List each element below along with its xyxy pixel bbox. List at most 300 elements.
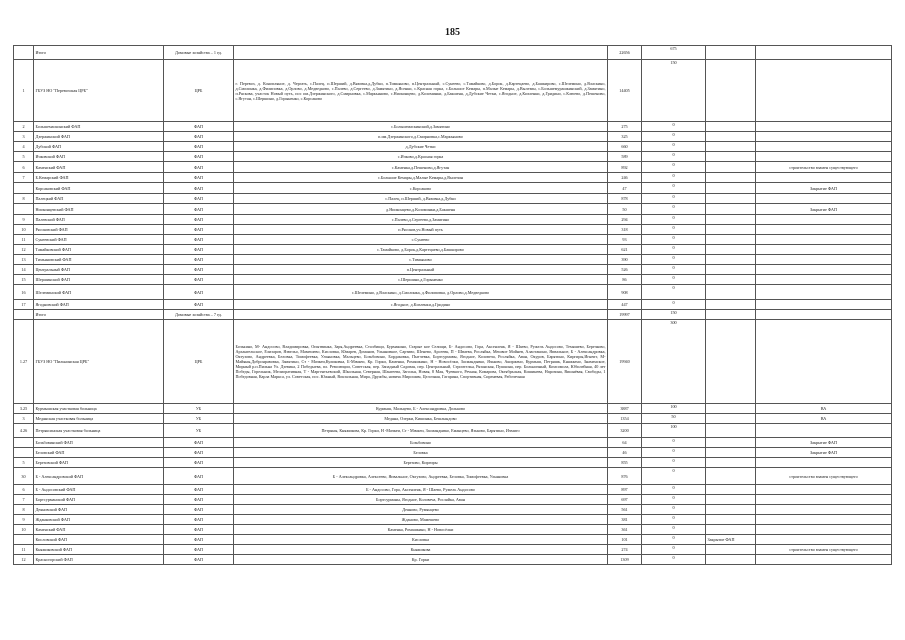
note-cell — [756, 122, 892, 132]
note-cell — [756, 495, 892, 505]
facility-type-cell: ФАП — [164, 505, 234, 515]
table-row — [14, 132, 892, 142]
population-cell: 561 — [608, 505, 642, 515]
beds-cell: 0 — [642, 438, 706, 448]
extra-column-cell — [706, 162, 756, 173]
facility-name-cell: Ряссковский ФАП — [34, 225, 164, 235]
note-cell — [756, 46, 892, 60]
facility-type-cell: ФАП — [164, 142, 234, 152]
population-cell: 50 — [608, 204, 642, 215]
service-area-cell: Жданово, Мамешево — [234, 515, 608, 525]
extra-column-cell — [706, 225, 756, 235]
population-cell: 697 — [608, 495, 642, 505]
service-area-cell: с.Большие Кемары,д.Малые Кемары,д.Вылезин — [234, 173, 608, 183]
facility-type-cell: ЦРБ — [164, 60, 234, 122]
service-area-cell: Бортсурманы, Ягодное, Коловеча, Росляйка, Аван — [234, 495, 608, 505]
population-cell: 878 — [608, 194, 642, 204]
note-cell: Закрытие ФАП — [756, 183, 892, 194]
facility-type-cell: ФАП — [164, 285, 234, 300]
service-area-cell: д.Дубские Четки — [234, 142, 608, 152]
extra-column-cell — [706, 458, 756, 468]
note-cell — [756, 225, 892, 235]
beds-cell: 0 — [642, 265, 706, 275]
extra-column-cell — [706, 60, 756, 122]
population-cell: 86 — [608, 275, 642, 285]
row-number-cell: 6 — [14, 485, 34, 495]
facility-type-cell: ФАП — [164, 255, 234, 265]
beds-cell: 150 — [642, 310, 706, 320]
table-row — [14, 404, 892, 414]
facility-name-cell: Ичковский ФАП — [34, 152, 164, 162]
beds-cell: 0 — [642, 152, 706, 162]
beds-cell: 0 — [642, 235, 706, 245]
row-number-cell: 5 — [14, 458, 34, 468]
extra-column-cell — [706, 215, 756, 225]
note-cell — [756, 320, 892, 404]
facility-name-cell: Бортсурманский ФАП — [34, 495, 164, 505]
facility-name-cell: Ниоконцевский ФАП — [34, 204, 164, 215]
population-cell: 908 — [608, 285, 642, 300]
note-cell — [756, 535, 892, 545]
facility-name-cell: Б - Александровский ФАП — [34, 468, 164, 485]
note-cell: строительство взамен существующего — [756, 545, 892, 555]
table-row — [14, 255, 892, 265]
population-cell: 589 — [608, 152, 642, 162]
population-cell: 325 — [608, 132, 642, 142]
service-area-cell: Б - Андосово, Гора, Аксенлеяк, Я - Шаево, Ружель Андосово — [234, 485, 608, 495]
note-cell: Закрытие ФАП — [756, 448, 892, 458]
service-area-cell — [234, 46, 608, 60]
beds-cell: 675 — [642, 46, 706, 60]
row-number-cell: 12 — [14, 245, 34, 255]
note-cell — [756, 132, 892, 142]
facility-type-cell: Домовые хозяйства – 7 ед. — [164, 310, 234, 320]
service-area-cell: с.Каменка,д.Пешеново,д.Ягутан — [234, 162, 608, 173]
table-row — [14, 245, 892, 255]
row-number-cell: 8 — [14, 505, 34, 515]
table-row — [14, 46, 892, 60]
row-number-cell — [14, 183, 34, 194]
extra-column-cell — [706, 555, 756, 565]
facility-type-cell: Домовые хозяйства – 1 ед. — [164, 46, 234, 60]
beds-cell: 100 — [642, 424, 706, 438]
extra-column-cell — [706, 300, 756, 310]
beds-cell: 0 — [642, 468, 706, 485]
facility-type-cell: ФАП — [164, 173, 234, 183]
note-cell — [756, 152, 892, 162]
population-cell: 621 — [608, 245, 642, 255]
beds-cell: 0 — [642, 183, 706, 194]
table-row — [14, 122, 892, 132]
extra-column-cell — [706, 545, 756, 555]
population-cell: 447 — [608, 300, 642, 310]
facility-name-cell: ГБУЗ НО "Пильнинская ЦРБ" — [34, 320, 164, 404]
population-cell: 3200 — [608, 424, 642, 438]
table-row — [14, 265, 892, 275]
facility-name-cell: Дзержинский ФАП — [34, 132, 164, 142]
table-row — [14, 438, 892, 448]
facility-type-cell: ФАП — [164, 275, 234, 285]
facility-type-cell: ФАП — [164, 265, 234, 275]
facility-type-cell: ФАП — [164, 245, 234, 255]
row-number-cell: 7 — [14, 173, 34, 183]
extra-column-cell — [706, 320, 756, 404]
facility-name-cell: Кисловский ФАП — [34, 535, 164, 545]
beds-cell: 0 — [642, 173, 706, 183]
beds-cell: 50 — [642, 414, 706, 424]
facility-name-cell: Корсаковский ФАП — [34, 183, 164, 194]
service-area-cell: Бозькино, М- Андосово, Владимировка, Опытвинка, Заря,Андреевка, Столбищи, Бурмакино, Старые кое Селищи, Б- Андосово, Гора, Аксенлеяк, Я - Шаево, Ружель Андосово, Темяшево, Березково, Архангельское, Елизаров, Язвельо, Мамешево, Кисловка, Юмарев, Доманов, Ульяновкое, Сартиво, Шенево, Арсеевк, П - Шваева, Росляйка, Мешвое Мойнев, Алаотакино, Япвальное, Б - Александровка, Октузово, Андреевка, Беловка, Тимофеевка, Ульяновка, Мальцево, Бозьбовино, Бордаковка, Пытчевка, Бортсурмавы, Ягодное, Коловеча, Росляйка, Аван, Окуров, Барятино, Киргиры,Игнеит, М- Майяны,Добронравовка, Замятино, Ст - Мачкеи,Куликовка, Б-Мачкеи, Кр. Горки, Каменка, Ромашкино, Н - Новосёлки, Засмандывко, Язьково, Акиржено, Курмыш, Петряшк, Княжкено, Знаменское, Мирный р.п.Пильна Ул. Дзевика, 2 Победыева, пл. Революции, Советская, пер. Западный Садовая, пер. Центральный, Строительн, Рязанская, Пушкина, пер. Больничный, Комсомола, Юбилейная, 40 лет Победы, Горельник, Мелиоративная, Т - Маргентьевский, Школьная, Северная, Шангеева, Заголья, Новая, 8 Мая, Чуевкого, Речная, Комарова, Октябрьская, Кишинева, Нарозина, Вишнёвая, Свободы, 1 Победовная, Карла Маркса, ул. Советская, пос. Южный, Вокзальная, Мира, Дружбы, новичь Мирошим, Целочная, Гагарина, Спортивная, Сиреневая, Рабочечная — [234, 320, 608, 404]
service-area-cell: Б - Александровка, Алексеево, Япвальное, Октузово, Андреевка, Беловка, Тимофеевка, Ульяновка — [234, 468, 608, 485]
service-area-cell: с.Шелемино, д.Власкино, д.Смолинка, д.Филиповка, д.Орлово,д.Медведково — [234, 285, 608, 300]
row-number-cell: 11 — [14, 235, 34, 245]
extra-column-cell — [706, 152, 756, 162]
facility-type-cell: ФАП — [164, 485, 234, 495]
note-cell — [756, 310, 892, 320]
facility-type-cell: ФАП — [164, 132, 234, 142]
population-cell: 47 — [608, 183, 642, 194]
table-row — [14, 183, 892, 194]
population-cell: 390 — [608, 255, 642, 265]
extra-column-cell — [706, 495, 756, 505]
facility-name-cell: Красногорский ФАП — [34, 555, 164, 565]
row-number-cell — [14, 204, 34, 215]
note-cell — [756, 60, 892, 122]
facility-name-cell: Медянская участковая больница — [34, 414, 164, 424]
beds-cell: 0 — [642, 142, 706, 152]
service-area-cell: Кисловка — [234, 535, 608, 545]
row-number-cell — [14, 438, 34, 448]
facility-name-cell: Тамайковский ФАП — [34, 245, 164, 255]
beds-cell: 0 — [642, 162, 706, 173]
extra-column-cell — [706, 310, 756, 320]
note-cell: ВА — [756, 404, 892, 414]
service-area-cell: с.Тимьяново — [234, 255, 608, 265]
row-number-cell: 4 — [14, 142, 34, 152]
beds-cell: 100 — [642, 404, 706, 414]
facility-name-cell: Жданковский ФАП — [34, 515, 164, 525]
service-area-cell: Петряны, Княжикова, Кр. Горки, Н -Мачкеи, Ст - Мачкеи, Засмандывко, Еманцево, Язьково, Барятино, Ичмиго — [234, 424, 608, 438]
note-cell — [756, 300, 892, 310]
table-row — [14, 545, 892, 555]
table-row — [14, 424, 892, 438]
table-row — [14, 310, 892, 320]
service-area-cell: п.Центральный — [234, 265, 608, 275]
facility-name-cell: Б - Андосовский ФАП — [34, 485, 164, 495]
note-cell — [756, 424, 892, 438]
facility-name-cell: Итого — [34, 46, 164, 60]
facility-type-cell: ФАП — [164, 194, 234, 204]
beds-cell: 0 — [642, 245, 706, 255]
facility-name-cell: Большемаскинский ФАП — [34, 122, 164, 132]
population-cell: 1354 — [608, 414, 642, 424]
extra-column-cell — [706, 194, 756, 204]
note-cell: строительство взамен существующего — [756, 468, 892, 485]
beds-cell: 0 — [642, 215, 706, 225]
row-number-cell: 14 — [14, 265, 34, 275]
population-cell: 275 — [608, 122, 642, 132]
row-number-cell: 3.25 — [14, 404, 34, 414]
table-row — [14, 300, 892, 310]
table-row — [14, 485, 892, 495]
row-number-cell: 5 — [14, 152, 34, 162]
extra-column-cell — [706, 525, 756, 535]
population-cell: 246 — [608, 173, 642, 183]
extra-column-cell — [706, 438, 756, 448]
facility-name-cell: Бозьбовинский ФАП — [34, 438, 164, 448]
row-number-cell — [14, 46, 34, 60]
service-area-cell: д.Ниоконцево,д.Коломинки,д.Бакшеня — [234, 204, 608, 215]
service-area-cell: Медяна, Озерки, Кишинка, Бешлындово — [234, 414, 608, 424]
facility-name-cell: Княжиковский ФАП — [34, 545, 164, 555]
facility-type-cell: ФАП — [164, 458, 234, 468]
row-number-cell: 1.27 — [14, 320, 34, 404]
extra-column-cell — [706, 414, 756, 424]
table-row — [14, 468, 892, 485]
extra-column-cell — [706, 132, 756, 142]
service-area-cell: с.Тамайково, д.Борок,д.Картецаево,д.Башкирово — [234, 245, 608, 255]
table-row — [14, 505, 892, 515]
facility-name-cell: Шершинский ФАП — [34, 275, 164, 285]
table-row — [14, 142, 892, 152]
table-row — [14, 458, 892, 468]
facility-type-cell: ФАП — [164, 183, 234, 194]
note-cell — [756, 485, 892, 495]
note-cell — [756, 173, 892, 183]
table-row — [14, 162, 892, 173]
facility-name-cell: Шелеминский ФАП — [34, 285, 164, 300]
population-cell: 660 — [608, 142, 642, 152]
service-area-cell: Кр. Горки — [234, 555, 608, 565]
beds-cell: 0 — [642, 132, 706, 142]
row-number-cell: 4.26 — [14, 424, 34, 438]
row-number-cell: 10 — [14, 525, 34, 535]
note-cell — [756, 458, 892, 468]
beds-cell: 0 — [642, 525, 706, 535]
note-cell — [756, 515, 892, 525]
beds-cell: 150 — [642, 60, 706, 122]
row-number-cell: 15 — [14, 275, 34, 285]
row-number-cell: 11 — [14, 545, 34, 555]
population-cell: 892 — [608, 162, 642, 173]
extra-column-cell — [706, 448, 756, 458]
row-number-cell: 1 — [14, 60, 34, 122]
beds-cell: 0 — [642, 194, 706, 204]
facility-type-cell: ФАП — [164, 215, 234, 225]
table-row — [14, 225, 892, 235]
note-cell — [756, 265, 892, 275]
note-cell — [756, 142, 892, 152]
row-number-cell: 30 — [14, 468, 34, 485]
facility-type-cell: ФАП — [164, 300, 234, 310]
service-area-cell: г. Перевоз, д. Конопляное, д. Чергать, с.Палец, п.Шерший, д.Вязовка,д.Дубки, п.Тимьяново, п.Центральный, с.Сунеево, с.Тамайково, д.Борок, д.Картецаево, д.Башкирово, с.Шелемино, д.Власкино, д.Смолинка, д.Филиповка, д.Орлово, д.Медведково, с.Палево, д.Сергеево, д.Замятино, д.Ясенки, с.Красная горка, с.Большое Кемары, п.Малые Кемары, д.Вылезин, с.Большемурашкинский, д.Замятино, п.Ряскова, участок Новый путь, пос им.Дзержинского, д.Смирновка, с.Маркьяново, с.Ниоконцево, д.Коломинки, д.Бакшеня, д.Дубские Четки, с.Ягодное, д.Кизленки, д.Гридино, с.Клюево, д.Пешеново, с.Ягутан, с.Шершино, д.Горыненко, с.Корсаково — [234, 60, 608, 122]
facility-name-cell: Березовский ФАП — [34, 458, 164, 468]
extra-column-cell — [706, 245, 756, 255]
note-cell — [756, 245, 892, 255]
table-row — [14, 495, 892, 505]
service-area-cell: п.им.Дзержинского,д.Смирновка,с.Маркьяново — [234, 132, 608, 142]
row-number-cell: 16 — [14, 285, 34, 300]
service-area-cell: п.Ряссков,уч.Новый путь — [234, 225, 608, 235]
extra-column-cell — [706, 122, 756, 132]
facility-name-cell: Каменский ФАП — [34, 162, 164, 173]
note-cell: Закрытие ФАП — [756, 204, 892, 215]
note-cell — [756, 555, 892, 565]
extra-column-cell — [706, 515, 756, 525]
extra-column-cell — [706, 204, 756, 215]
extra-column-cell: Закрытие ФАП — [706, 535, 756, 545]
row-number-cell: 12 — [14, 555, 34, 565]
facility-name-cell: Дубский ФАП — [34, 142, 164, 152]
facility-type-cell: УБ — [164, 404, 234, 414]
service-area-cell: с.Корсаково — [234, 183, 608, 194]
table-row — [14, 275, 892, 285]
population-cell: 64 — [608, 438, 642, 448]
facility-name-cell: Итого — [34, 310, 164, 320]
table-row — [14, 173, 892, 183]
service-area-cell: с.Палево,д.Сергеево,д.Замятино — [234, 215, 608, 225]
extra-column-cell — [706, 173, 756, 183]
row-number-cell: 7 — [14, 495, 34, 505]
beds-cell: 0 — [642, 285, 706, 300]
service-area-cell: Беловка — [234, 448, 608, 458]
extra-column-cell — [706, 142, 756, 152]
row-number-cell — [14, 310, 34, 320]
table-row — [14, 152, 892, 162]
facility-type-cell: ФАП — [164, 152, 234, 162]
service-area-cell: с.Ягодное, д.Кизленки,д.Гридино — [234, 300, 608, 310]
service-area-cell: Курмыш, Мальцево, Б - Александровка, Дольково — [234, 404, 608, 414]
service-area-cell: с.Шершино,д.Горыненко — [234, 275, 608, 285]
facility-type-cell: ФАП — [164, 525, 234, 535]
facility-type-cell: УБ — [164, 414, 234, 424]
service-area-cell: с.Сунеево — [234, 235, 608, 245]
facility-type-cell: ФАП — [164, 468, 234, 485]
facility-name-cell: Каменский ФАП — [34, 525, 164, 535]
service-area-cell: с.Палец, п.Шерший, д.Вязовка,д.Дубки — [234, 194, 608, 204]
facility-name-cell: Палевский ФАП — [34, 215, 164, 225]
facility-type-cell: ФАП — [164, 235, 234, 245]
service-area-cell: Каменка, Ромашкино, Н - Новосёлки — [234, 525, 608, 535]
population-cell: 855 — [608, 458, 642, 468]
facility-type-cell: УБ — [164, 424, 234, 438]
beds-cell: 0 — [642, 545, 706, 555]
row-number-cell: 3 — [14, 414, 34, 424]
table-row — [14, 535, 892, 545]
extra-column-cell — [706, 468, 756, 485]
facility-name-cell: Тимьяновский ФАП — [34, 255, 164, 265]
facility-type-cell: ФАП — [164, 204, 234, 215]
row-number-cell: 8 — [14, 194, 34, 204]
row-number-cell: 9 — [14, 215, 34, 225]
page-number: 185 — [445, 27, 460, 38]
facility-name-cell: Центральный ФАП — [34, 265, 164, 275]
facilities-table — [13, 45, 892, 565]
population-cell: 14405 — [608, 60, 642, 122]
row-number-cell: 17 — [14, 300, 34, 310]
population-cell: 19997 — [608, 310, 642, 320]
note-cell — [756, 505, 892, 515]
table-row — [14, 194, 892, 204]
facility-name-cell: Петряксинская участковая больница — [34, 424, 164, 438]
facility-name-cell: Ягодновский ФАП — [34, 300, 164, 310]
extra-column-cell — [706, 485, 756, 495]
table-row — [14, 235, 892, 245]
note-cell: строительство взамен существующего — [756, 162, 892, 173]
table-row — [14, 204, 892, 215]
table-row — [14, 60, 892, 122]
table-row — [14, 555, 892, 565]
beds-cell: 0 — [642, 255, 706, 265]
row-number-cell — [14, 448, 34, 458]
beds-cell: 0 — [642, 515, 706, 525]
service-area-cell: с.Ичково,д.Красная горка — [234, 152, 608, 162]
row-number-cell: 10 — [14, 225, 34, 235]
beds-cell: 0 — [642, 300, 706, 310]
table-row — [14, 414, 892, 424]
service-area-cell: Княжикова — [234, 545, 608, 555]
facility-name-cell: Деяновский ФАП — [34, 505, 164, 515]
facility-type-cell: ФАП — [164, 438, 234, 448]
population-cell: 361 — [608, 525, 642, 535]
population-cell: 526 — [608, 265, 642, 275]
population-cell: 274 — [608, 545, 642, 555]
population-cell: 294 — [608, 215, 642, 225]
facility-name-cell: ГБУЗ НО "Перевозская ЦРБ" — [34, 60, 164, 122]
beds-cell: 0 — [642, 458, 706, 468]
extra-column-cell — [706, 183, 756, 194]
beds-cell: 0 — [642, 448, 706, 458]
note-cell — [756, 235, 892, 245]
population-cell: 3887 — [608, 404, 642, 414]
population-cell: 46 — [608, 448, 642, 458]
population-cell: 876 — [608, 468, 642, 485]
note-cell — [756, 275, 892, 285]
table-row — [14, 515, 892, 525]
service-area-cell: Деяново, Румянцево — [234, 505, 608, 515]
row-number-cell: 13 — [14, 255, 34, 265]
population-cell: 381 — [608, 515, 642, 525]
note-cell — [756, 194, 892, 204]
note-cell — [756, 285, 892, 300]
facility-type-cell: ФАП — [164, 535, 234, 545]
row-number-cell: 9 — [14, 515, 34, 525]
facility-type-cell: ФАП — [164, 545, 234, 555]
table-row — [14, 215, 892, 225]
facility-type-cell: ФАП — [164, 555, 234, 565]
note-cell: Закрытие ФАП — [756, 438, 892, 448]
facility-type-cell: ФАП — [164, 225, 234, 235]
extra-column-cell — [706, 505, 756, 515]
beds-cell: 0 — [642, 505, 706, 515]
population-cell: 22656 — [608, 46, 642, 60]
service-area-cell: с.Большемаскинский,д.Замятино — [234, 122, 608, 132]
note-cell: ВА — [756, 414, 892, 424]
row-number-cell: 3 — [14, 132, 34, 142]
facility-name-cell: Палецкий ФАП — [34, 194, 164, 204]
note-cell — [756, 255, 892, 265]
beds-cell: 0 — [642, 495, 706, 505]
beds-cell: 300 — [642, 320, 706, 404]
facility-type-cell: ФАП — [164, 515, 234, 525]
service-area-cell — [234, 310, 608, 320]
facility-name-cell: Беловский ФАП — [34, 448, 164, 458]
extra-column-cell — [706, 404, 756, 414]
extra-column-cell — [706, 285, 756, 300]
note-cell — [756, 525, 892, 535]
facility-name-cell: Б.Кемарский ФАП — [34, 173, 164, 183]
beds-cell: 0 — [642, 225, 706, 235]
